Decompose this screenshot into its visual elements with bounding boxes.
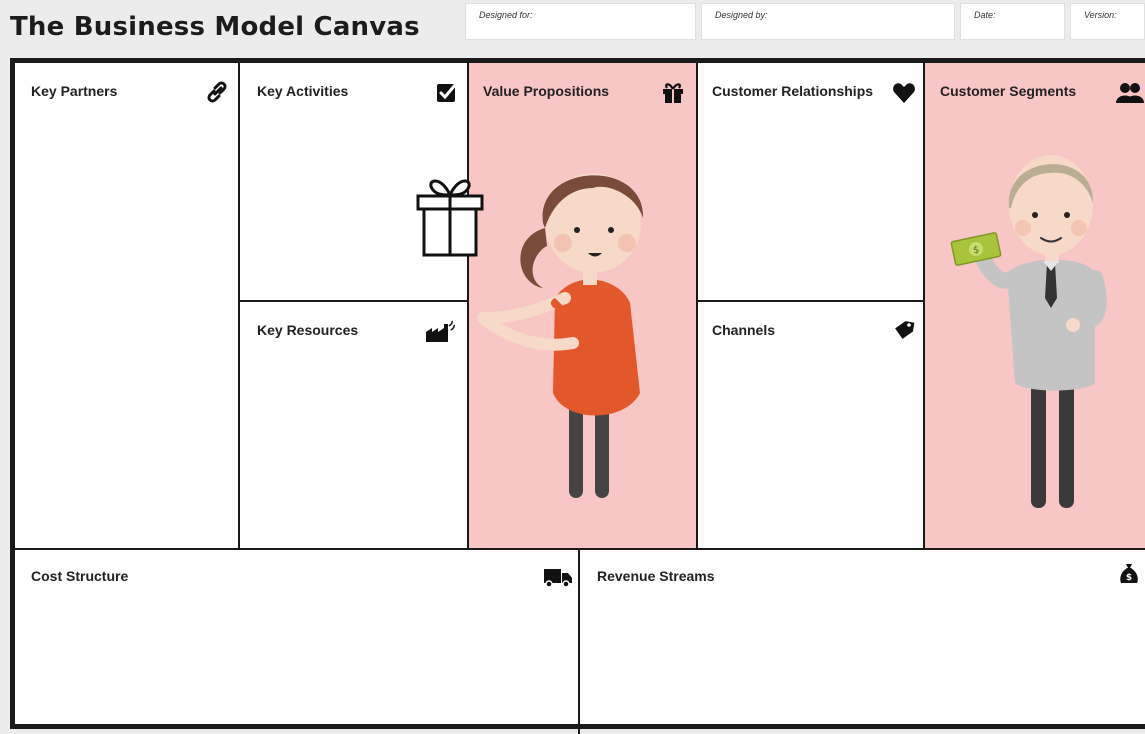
channels-label: Channels: [712, 322, 776, 338]
svg-text:$: $: [972, 244, 981, 257]
truck-icon: [543, 565, 573, 589]
canvas-board: [10, 58, 1145, 729]
man-illustration: [945, 143, 1145, 523]
divider: [696, 300, 925, 302]
designed-for-label: Designed for:: [479, 10, 533, 20]
revenue-streams-label: Revenue Streams: [597, 568, 715, 584]
people-icon: [1115, 81, 1145, 105]
tag-icon: [892, 318, 916, 342]
divider: [238, 63, 240, 550]
gift-box-illustration: [410, 171, 490, 261]
date-field[interactable]: [960, 3, 1065, 40]
banknote-illustration: [950, 231, 1002, 267]
divider: [578, 548, 580, 734]
divider: [923, 63, 925, 550]
channels-block[interactable]: [698, 302, 924, 548]
customer-relationships-label: Customer Relationships: [712, 83, 874, 99]
key-resources-label: Key Resources: [257, 322, 359, 338]
key-partners-label: Key Partners: [31, 83, 118, 99]
value-propositions-label: Value Propositions: [483, 83, 610, 99]
heart-icon: [892, 81, 916, 105]
gift-icon: [661, 80, 685, 104]
svg-text:$: $: [1125, 573, 1133, 583]
money-bag-icon: [1117, 562, 1141, 586]
designed-by-field[interactable]: [701, 3, 955, 40]
divider: [696, 63, 698, 550]
designed-for-field[interactable]: [465, 3, 696, 40]
key-partners-block[interactable]: [15, 63, 238, 548]
date-label: Date:: [974, 10, 996, 20]
designed-by-label: Designed by:: [715, 10, 768, 20]
page-title: The Business Model Canvas: [10, 12, 420, 42]
customer-segments-label: Customer Segments: [940, 83, 1077, 99]
cost-structure-label: Cost Structure: [31, 568, 129, 584]
checkbox-icon: [435, 81, 459, 105]
link-icon: [205, 80, 229, 104]
key-activities-label: Key Activities: [257, 83, 349, 99]
version-field[interactable]: [1070, 3, 1145, 40]
divider: [15, 548, 1145, 550]
version-label: Version:: [1084, 10, 1117, 20]
